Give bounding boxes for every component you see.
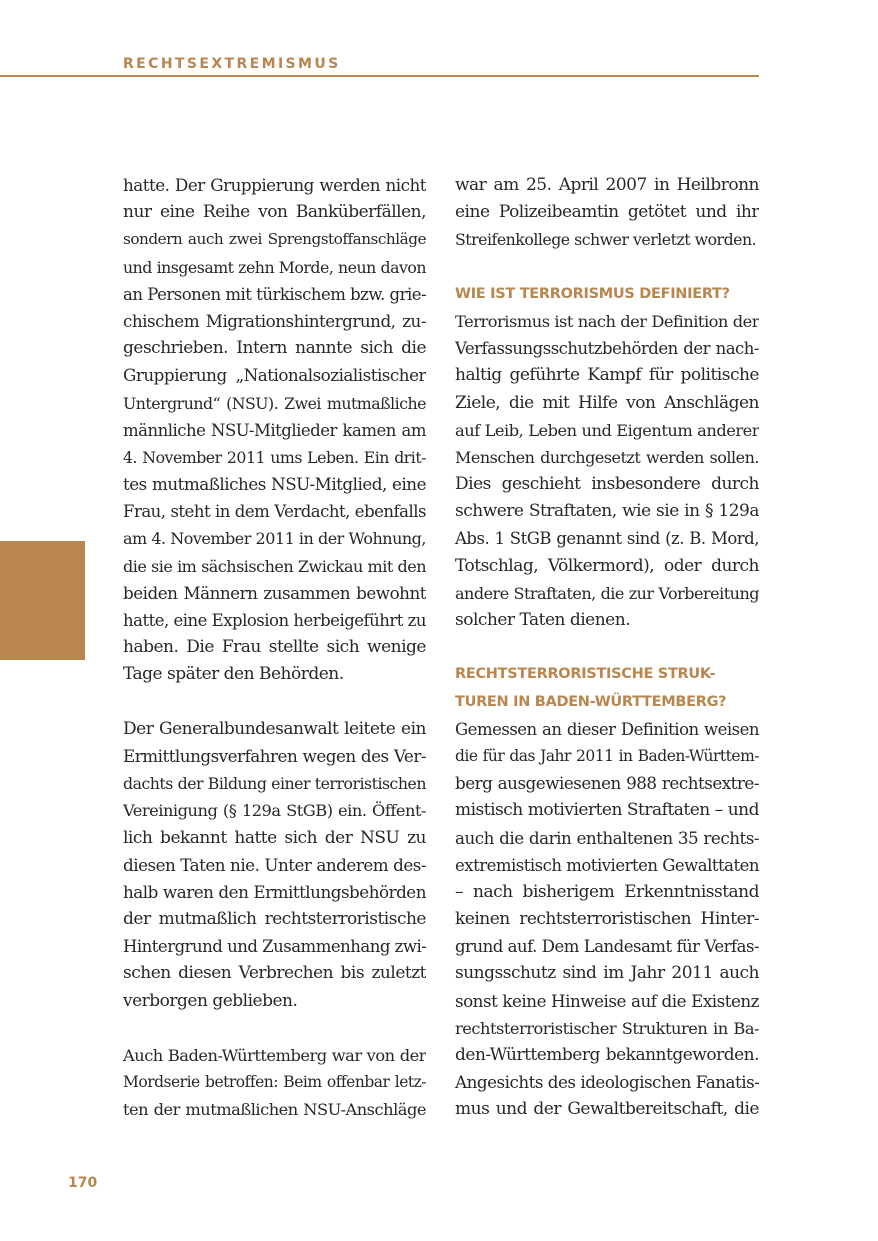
text-line: die sie im sächsischen Zwickau mit den	[123, 556, 426, 576]
text-line: grund auf. Dem Landesamt für Verfas-	[455, 937, 759, 957]
paragraph	[455, 716, 759, 1124]
text-line: am 4. November 2011 in der Wohnung,	[123, 529, 426, 549]
text-line: Abs. 1 StGB genannt sind (z. B. Mord,	[455, 529, 759, 549]
text-line: haltig geführte Kampf für politische	[455, 365, 759, 386]
header-rule	[0, 75, 759, 77]
text-line: an Personen mit türkischem bzw. grie-	[123, 284, 426, 304]
text-line: auf Leib, Leben und Eigentum anderer	[455, 420, 759, 440]
text-line: hatte, eine Explosion herbeigeführt zu	[123, 611, 426, 630]
text-line: sonst keine Hinweise auf die Existenz	[455, 990, 759, 1011]
text-line: männliche NSU-Mitglieder kamen am	[123, 420, 426, 440]
text-line: Tage später den Behörden.	[123, 664, 344, 685]
text-line: Frau, steht in dem Verdacht, ebenfalls	[123, 502, 426, 522]
text-line: Angesichts des ideologischen Fanatis-	[455, 1072, 759, 1093]
text-line: sungsschutz sind im Jahr 2011 auch	[455, 963, 759, 984]
text-line: der mutmaßlich rechtsterroristische	[123, 909, 426, 930]
text-line: Gemessen an dieser Definition weisen	[455, 719, 759, 739]
text-line: chischem Migrationshintergrund, zu-	[123, 310, 426, 331]
section-heading: WIE IST TERRORISMUS DEFINIERT?	[455, 285, 730, 302]
text-line: – nach bisherigem Erkenntnisstand	[455, 881, 759, 902]
text-line: hatte. Der Gruppierung werden nicht	[123, 175, 426, 195]
text-line: Ermittlungsverfahren wegen des Ver-	[123, 745, 426, 766]
section-heading: TUREN IN BADEN-WÜRTTEMBERG?	[455, 693, 727, 710]
text-line: mus und der Gewaltbereitschaft, die	[455, 1099, 759, 1120]
text-line: verborgen geblieben.	[123, 990, 298, 1011]
text-line: Der Generalbundesanwalt leitete ein	[123, 718, 426, 739]
text-line: solcher Taten dienen.	[455, 610, 631, 630]
text-line: Auch Baden-Württemberg war von der	[123, 1046, 426, 1065]
text-line: schwere Straftaten, wie sie in § 129a	[455, 501, 759, 522]
text-line: Untergrund“ (NSU). Zwei mutmaßliche	[123, 393, 426, 413]
right-text-column	[455, 172, 759, 1124]
text-line: Dies geschieht insbesondere durch	[455, 474, 759, 495]
text-line: mistisch motivierten Straftaten – und	[455, 800, 759, 821]
text-line: diesen Taten nie. Unter anderem des-	[123, 854, 426, 875]
text-line: war am 25. April 2007 in Heilbronn	[455, 175, 759, 195]
paragraph	[123, 1042, 426, 1124]
text-line: den-Württemberg bekanntgeworden.	[455, 1045, 759, 1065]
text-line: sondern auch zwei Sprengstoffanschläge	[123, 230, 426, 249]
text-line: Streifenkollege schwer verletzt worden.	[455, 230, 757, 250]
paragraph-gap	[123, 1015, 426, 1042]
text-line: ten der mutmaßlichen NSU-Anschläge	[123, 1100, 426, 1120]
text-line: Mordserie betroffen: Beim offenbar letz-	[123, 1073, 426, 1092]
text-line: lich bekannt hatte sich der NSU zu	[123, 827, 426, 848]
text-line: Totschlag, Völkermord), oder durch	[455, 555, 759, 576]
section-heading: RECHTSTERRORISTISCHE STRUK-	[455, 666, 716, 683]
text-line: Ziele, die mit Hilfe von Anschlägen	[455, 392, 759, 413]
text-line: Gruppierung „Nationalsozialistischer	[123, 365, 426, 386]
paragraph	[123, 172, 426, 689]
text-line: und insgesamt zehn Morde, neun davon	[123, 257, 426, 277]
text-line: auch die darin enthaltenen 35 rechts-	[455, 827, 759, 848]
text-line: halb waren den Ermittlungsbehörden	[123, 881, 426, 902]
text-line: 4. November 2011 ums Leben. Ein drit-	[123, 447, 426, 467]
text-line: die für das Jahr 2011 in Baden-Württem-	[455, 746, 759, 765]
text-line: tes mutmaßliches NSU-Mitglied, eine	[123, 474, 426, 495]
text-line: Terrorismus ist nach der Definition der	[455, 311, 759, 331]
text-line: Hintergrund und Zusammenhang zwi-	[123, 937, 426, 957]
text-line: Verfassungsschutzbehörden der nach-	[455, 339, 759, 359]
paragraph-gap	[455, 254, 759, 281]
text-line: andere Straftaten, die zur Vorbereitung	[455, 583, 759, 603]
text-line: dachts der Bildung einer terroristischen	[123, 774, 426, 794]
text-line: geschrieben. Intern nannte sich die	[123, 338, 426, 359]
text-line: keinen rechtsterroristischen Hinter-	[455, 909, 759, 930]
paragraph	[123, 716, 426, 1015]
text-line: Vereinigung (§ 129a StGB) ein. Öffent-	[123, 801, 426, 821]
running-head-title: RECHTSEXTREMISMUS	[123, 56, 341, 72]
text-line: haben. Die Frau stellte sich wenige	[123, 637, 426, 658]
chapter-side-tab	[0, 541, 85, 660]
text-line: rechtsterroristischer Strukturen in Ba-	[455, 1018, 759, 1038]
left-text-column	[123, 172, 426, 1124]
paragraph-gap	[455, 634, 759, 661]
paragraph	[455, 308, 759, 634]
text-line: eine Polizeibeamtin getötet und ihr	[455, 202, 759, 223]
paragraph-gap	[123, 689, 426, 716]
text-line: nur eine Reihe von Banküberfällen,	[123, 202, 426, 223]
page-number: 170	[68, 1175, 98, 1191]
text-line: schen diesen Verbrechen bis zuletzt	[123, 963, 426, 984]
text-line: extremistisch motivierten Gewalttaten	[455, 855, 759, 875]
text-line: Menschen durchgesetzt werden sollen.	[455, 447, 759, 467]
text-line: berg ausgewiesenen 988 rechtsextre-	[455, 773, 759, 794]
paragraph	[455, 172, 759, 254]
text-line: beiden Männern zusammen bewohnt	[123, 582, 426, 603]
